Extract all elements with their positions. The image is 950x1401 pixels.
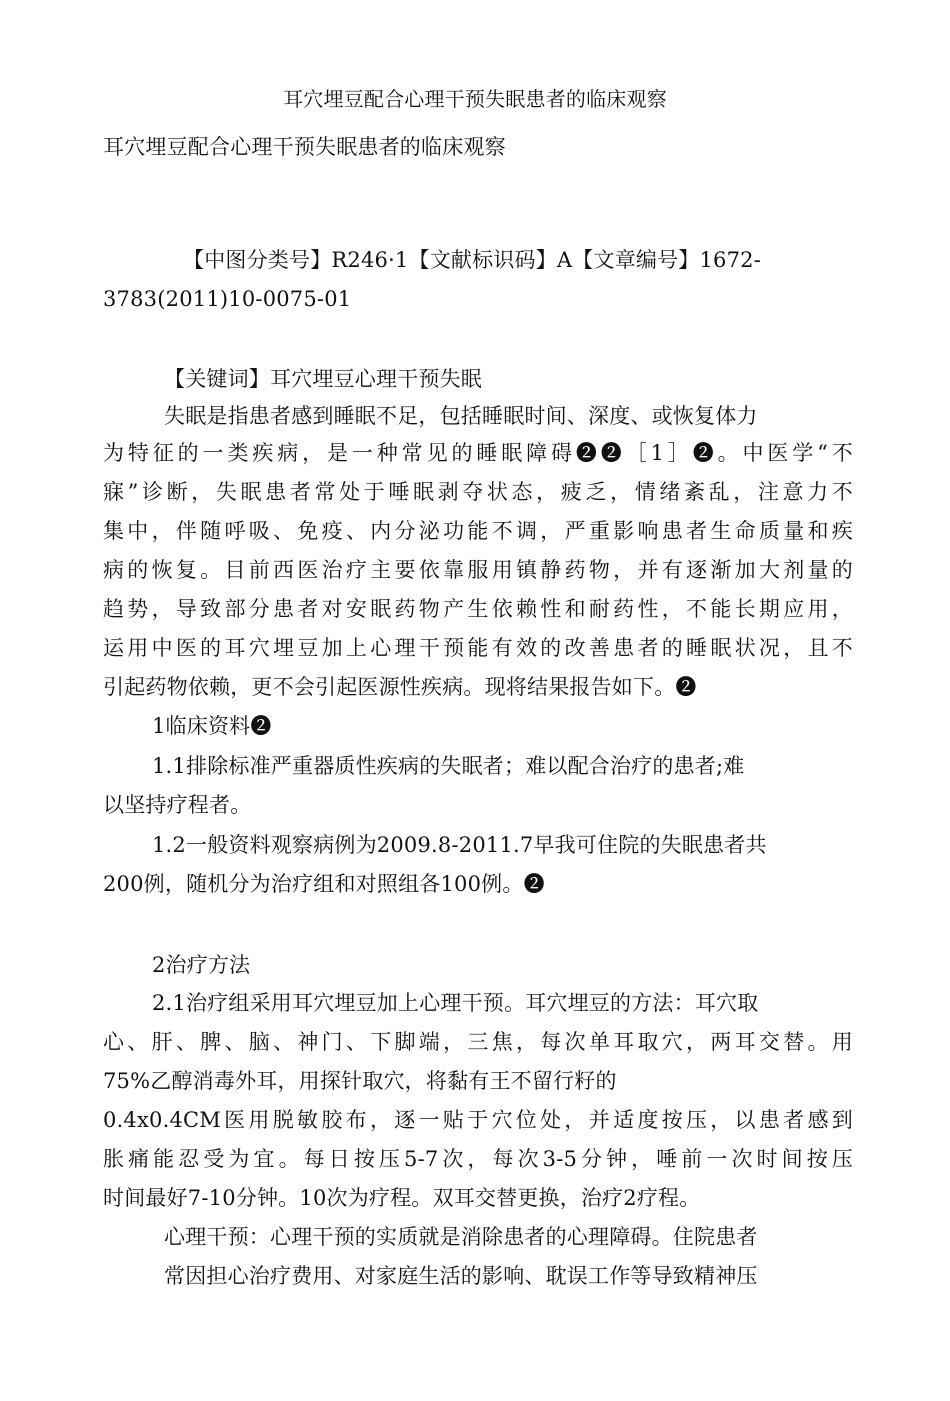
intro-line: 失眠是指患者感到睡眠不足，包括睡眠时间、深度、或恢复体力 [164,404,758,428]
intro-line: 趋势，导致部分患者对安眠药物产生依赖性和耐药性，不能长期应用， [103,597,853,621]
intro-line: 寐”诊断，失眠患者常处于唾眠剥夺状态，疲乏，情绪紊乱，注意力不 [103,480,853,504]
section-heading: 1临床资料❷ [152,714,272,738]
classification-meta-line: 【中图分类号】R246·1【文献标识码】A【文章编号】1672- [183,248,762,272]
paragraph-line: 心理干预：心理干预的实质就是消除患者的心理障碍。住院患者 [164,1225,758,1249]
paragraph-line: 1.1排除标准严重器质性疾病的失眠者；难以配合治疗的患者;难 [152,754,745,778]
intro-line: 病的恢复。目前西医治疗主要依靠服用镇静药物，并有逐渐加大剂量的 [103,558,853,582]
paragraph-line: 时间最好7-10分钟。10次为疗程。双耳交替更换，治疗2疗程。 [103,1186,701,1210]
paragraph-line: 1.2一般资料观察病例为2009.8-2011.7早我可住院的失眠患者共 [152,833,767,857]
intro-line: 集中，伴随呼吸、免疫、内分泌功能不调，严重影响患者生命质量和疾 [103,519,853,543]
paragraph-line: 以坚持疗程者。 [103,793,252,817]
section-heading: 2治疗方法 [152,953,251,977]
keywords: 【关键词】耳穴埋豆心理干预失眠 [164,367,482,391]
paragraph-line: 常因担心治疗费用、对家庭生活的影响、耽误工作等导致精神压 [164,1264,758,1288]
intro-line: 为特征的一类疾病，是一种常见的睡眠障碍❷❷［1］❷。中医学“不 [103,441,853,465]
paragraph-line: 心、肝、脾、脑、神门、下脚端，三焦，每次单耳取穴，两耳交替。用 [103,1030,853,1054]
paragraph-line: 75%乙醇消毒外耳，用探针取穴，将黏有王不留行籽的 [103,1069,617,1093]
intro-line: 引起药物依赖，更不会引起医源性疾病。现将结果报告如下。❷ [103,675,697,699]
intro-line: 运用中医的耳穴埋豆加上心理干预能有效的改善患者的睡眠状况，且不 [103,636,853,660]
document-title-centered: 耳穴埋豆配合心理干预失眠患者的临床观察 [283,87,667,111]
paragraph-line: 胀痛能忍受为宜。每日按压5-7次，每次3-5分钟，唾前一次时间按压 [103,1147,853,1171]
paragraph-line: 200例，随机分为治疗组和对照组各100例。❷ [103,872,545,896]
document-title-left: 耳穴埋豆配合心理干预失眠患者的临床观察 [103,135,506,159]
paragraph-line: 2.1治疗组采用耳穴埋豆加上心理干预。耳穴埋豆的方法：耳穴取 [152,991,759,1015]
classification-meta-line-2: 3783(2011)10-0075-01 [103,287,352,311]
paragraph-line: 0.4x0.4CM医用脱敏胶布，逐一贴于穴位处，并适度按压，以患者感到 [103,1108,853,1132]
